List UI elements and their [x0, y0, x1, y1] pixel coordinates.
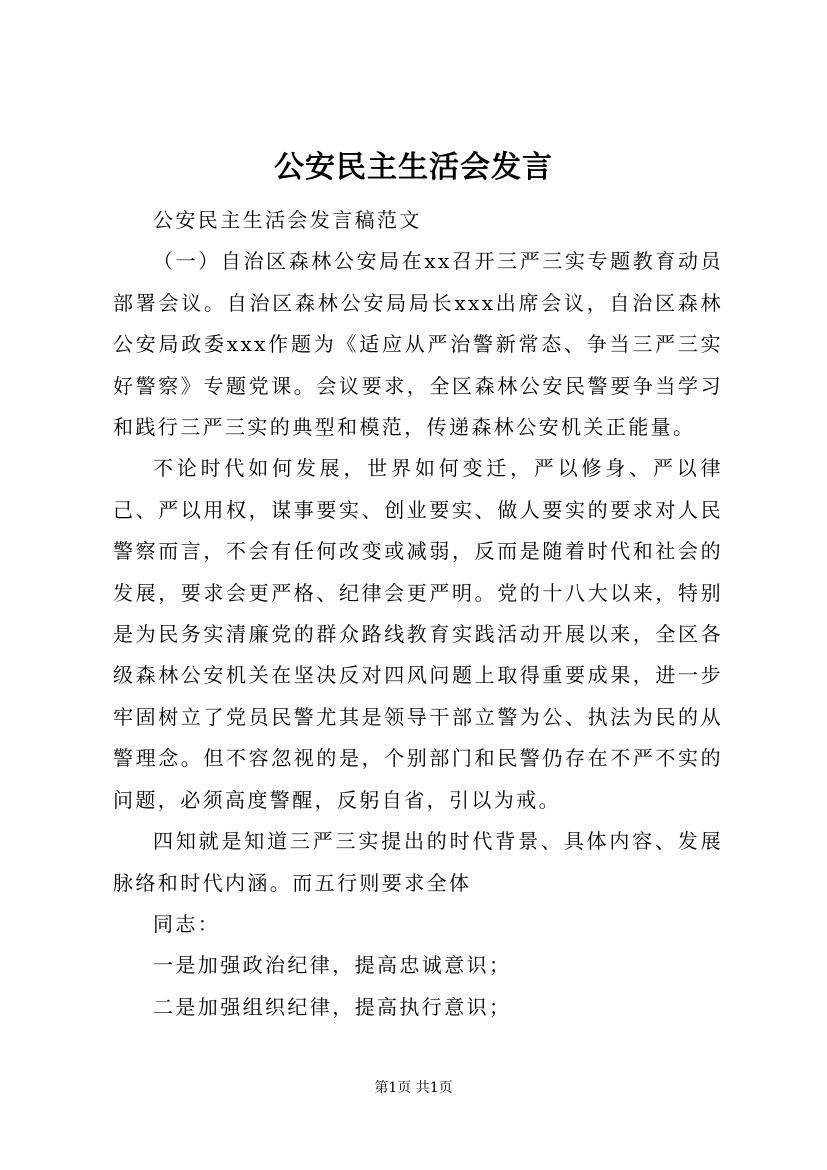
paragraph-four-knows: 四知就是知道三严三实提出的时代背景、具体内容、发展脉络和时代内涵。而五行则要求全体	[113, 829, 723, 895]
paragraph-point-one: 一是加强政治纪律，提高忠诚意识；	[153, 953, 512, 978]
paragraph-subtitle: 公安民主生活会发言稿范文	[153, 208, 422, 232]
paragraph-discipline: 不论时代如何发展，世界如何变迁，严以修身、严以律己、严以用权，谋事要实、创业要实、做人要实的要求对人民警察而言，不会有任何改变或减弱，反而是随着时代和社会的发展，要求会更严格、纪律会更严明。党的十八大以来，特别是为民务实清廉党的群众路线教育实践活动开展以来，全区各级森林公安机关在坚决反对四风问题上取得重要成果，进一步牢固树立了党员民警尤其是领导干部立警为公、执法为民的从警理念。但不容忽视的是，个别部门和民警仍存在不严不实的问题，必须高度警醒，反躬自省，引以为戒。	[113, 456, 723, 812]
document-body	[113, 200, 723, 1028]
paragraph-meeting: （一）自治区森林公安局在xx召开三严三实专题教育动员部署会议。自治区森林公安局局长xxx出席会议，自治区森林公安局政委xxx作题为《适应从严治警新常态、争当三严三实好警察》专题党课。会议要求，全区森林公安民警要争当学习和践行三严三实的典型和模范，传递森林公安机关正能量。	[113, 249, 723, 440]
paragraph-comrades: 同志：	[153, 911, 221, 936]
page-footer: 第1页 共1页	[374, 1080, 453, 1096]
document-title: 公安民主生活会发言	[274, 150, 553, 185]
paragraph-point-two: 二是加强组织纪律，提高执行意识；	[153, 994, 512, 1019]
